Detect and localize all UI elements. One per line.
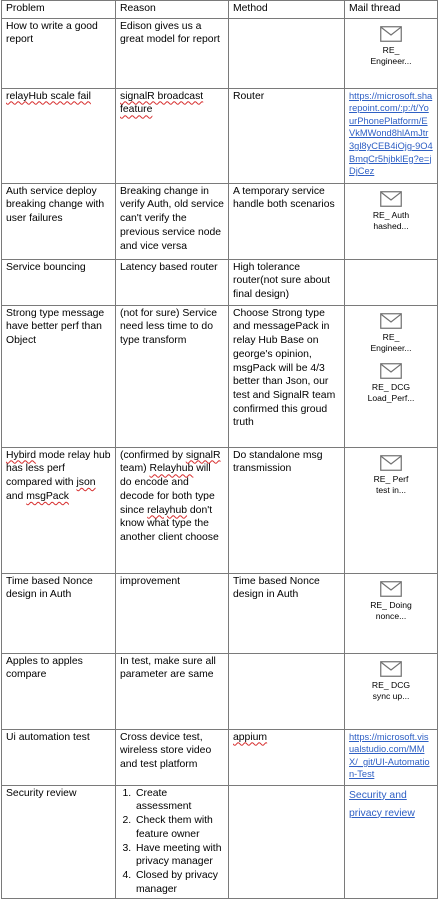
visualstudio-link[interactable]: https://microsoft.visualstudio.com/MMX/_git/UI-Automation-Test (349, 731, 430, 780)
mail-attachment[interactable] (359, 455, 423, 497)
cell-reason: signalR broadcast feature (116, 88, 229, 183)
cell-problem: Hybird mode relay hub has less perf compared with json and msgPack (2, 447, 116, 573)
steps-list (120, 787, 224, 897)
cell-problem: Auth service deploy breaking change with user failures (2, 183, 116, 259)
attachment-label: RE_ DCG sync up... (371, 679, 411, 702)
cell-method: High tolerance router(not sure about final design) (229, 259, 345, 305)
table-row (2, 653, 438, 729)
cell-problem: Strong type message have better perf than Object (2, 305, 116, 447)
cell-method: A temporary service handle both scenarios (229, 183, 345, 259)
table-row (2, 573, 438, 653)
cell-problem: Service bouncing (2, 259, 116, 305)
cell-mail-thread (345, 259, 438, 305)
cell-mail-thread (345, 305, 438, 447)
cell-mail-thread (345, 88, 438, 183)
sharepoint-link[interactable]: https://microsoft.sharepoint.com/:p:/t/YourPhonePlatform/EVkMWond8hlAmJtr3gl8yCEB4iOjg-9O4BmqCr5hjbklEg?e=jDjCez (349, 90, 433, 177)
cell-mail-thread (345, 447, 438, 573)
cell-method (229, 785, 345, 899)
mail-envelope-icon (380, 191, 402, 207)
attachment-label: RE_ Auth hashed... (372, 209, 410, 232)
column-header-reason: Reason (116, 1, 229, 19)
cell-reason: Latency based router (116, 259, 229, 305)
cell-problem: How to write a good report (2, 18, 116, 88)
cell-mail-thread (345, 785, 438, 899)
table-header-row (2, 1, 438, 19)
cell-method (229, 18, 345, 88)
mail-envelope-icon (380, 455, 402, 471)
cell-problem: relayHub scale fail (2, 88, 116, 183)
cell-reason: Edison gives us a great model for report (116, 18, 229, 88)
list-item: 1. Create assessment (134, 787, 224, 814)
cell-problem: Security review (2, 785, 116, 899)
cell-reason: Breaking change in verify Auth, old service can't verify the previous service node and vice versa (116, 183, 229, 259)
table-row (2, 729, 438, 785)
list-item: 2. Check them with feature owner (134, 814, 224, 841)
security-review-link[interactable]: Security and privacy review (349, 789, 415, 819)
cell-reason (116, 785, 229, 899)
table-row (2, 183, 438, 259)
attachment-label: RE_ DCG Load_Perf... (367, 381, 415, 403)
cell-mail-thread (345, 729, 438, 785)
mail-attachment[interactable] (359, 581, 423, 623)
cell-mail-thread (345, 183, 438, 259)
cell-method: Router (229, 88, 345, 183)
attachment-label: RE_ Engineer... (370, 44, 412, 67)
cell-method: Do standalone msg transmission (229, 447, 345, 573)
mail-envelope-icon (380, 313, 402, 329)
cell-reason: (not for sure) Service need less time to do type transform (116, 305, 229, 447)
cell-reason: In test, make sure all parameter are same (116, 653, 229, 729)
mail-envelope-icon (380, 363, 402, 379)
column-header-problem: Problem (2, 1, 116, 19)
cell-mail-thread (345, 653, 438, 729)
cell-reason: (confirmed by signalR team) Relayhub will do encode and decode for both type since relayhub don't know what type the another client choose (116, 447, 229, 573)
mail-attachment[interactable] (359, 191, 423, 233)
mail-attachment[interactable] (359, 313, 423, 355)
table-row (2, 305, 438, 447)
attachment-label: RE_ Perf test in... (373, 473, 409, 496)
attachment-label: RE_ Doing nonce... (370, 599, 412, 622)
mail-envelope-icon (380, 26, 402, 42)
table-row (2, 259, 438, 305)
cell-problem: Apples to apples compare (2, 653, 116, 729)
issues-table (1, 0, 438, 899)
mail-envelope-icon (380, 581, 402, 597)
column-header-method: Method (229, 1, 345, 19)
list-item: 4. Closed by privacy manager (134, 869, 224, 896)
mail-attachment[interactable] (359, 26, 423, 68)
cell-mail-thread (345, 573, 438, 653)
cell-method: Choose Strong type and messagePack in relay Hub Base on george's opinion, msgPack will be 4/3 better than Json, our test and SignalR team confirmed this groud truth (229, 305, 345, 447)
cell-mail-thread (345, 18, 438, 88)
cell-problem: Time based Nonce design in Auth (2, 573, 116, 653)
table-row (2, 88, 438, 183)
cell-method: Time based Nonce design in Auth (229, 573, 345, 653)
cell-reason: improvement (116, 573, 229, 653)
attachment-label: RE_ Engineer... (370, 331, 412, 354)
cell-problem: Ui automation test (2, 729, 116, 785)
table-row (2, 447, 438, 573)
cell-reason: Cross device test, wireless store video and test platform (116, 729, 229, 785)
mail-attachment[interactable] (359, 661, 423, 703)
mail-envelope-icon (380, 661, 402, 677)
column-header-mail-thread: Mail thread (345, 1, 438, 19)
cell-method (229, 653, 345, 729)
cell-method: appium (229, 729, 345, 785)
list-item: 3. Have meeting with privacy manager (134, 842, 224, 869)
mail-attachment[interactable] (359, 363, 423, 405)
table-row (2, 18, 438, 88)
table-row (2, 785, 438, 899)
